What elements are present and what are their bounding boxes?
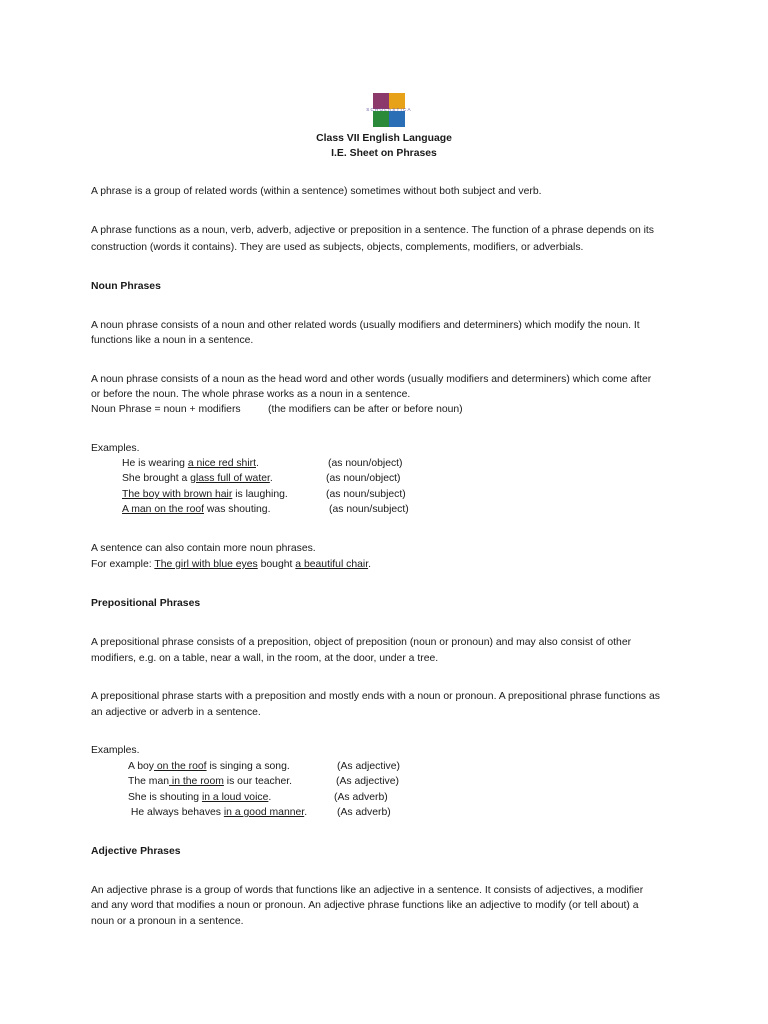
- logo-square-green: [373, 111, 389, 127]
- for-example-phrase-1: The girl with blue eyes: [154, 559, 258, 570]
- adjective-phrases-heading: Adjective Phrases: [91, 846, 181, 857]
- noun-more-phrases: A sentence can also contain more noun phrases.: [91, 543, 316, 554]
- prep-examples-label: Examples.: [91, 745, 140, 756]
- adj-paragraph-line-3: noun or a pronoun in a sentence.: [91, 916, 244, 927]
- prep-example-3: [128, 790, 271, 806]
- prep-paragraph-2-line-2: an adjective or adverb in a sentence.: [91, 707, 261, 718]
- document-title: Class VII English Language: [316, 133, 452, 144]
- noun-example-3-rest: is laughing.: [232, 489, 288, 500]
- noun-example-4: [122, 502, 270, 518]
- prepositional-phrases-heading: Prepositional Phrases: [91, 598, 201, 609]
- adj-paragraph-line-1: An adjective phrase is a group of words that functions like an adjective in a sentence. It consists of adjectives, a modifier: [91, 885, 644, 896]
- noun-paragraph-2-line-1: A noun phrase consists of a noun as the head word and other words (usually modifiers and determiners) which come after: [91, 374, 652, 385]
- noun-example-1-phrase: a nice red shirt: [187, 458, 256, 469]
- prep-example-1-phrase: on the roof: [154, 761, 207, 772]
- noun-phrases-heading: Noun Phrases: [91, 281, 161, 292]
- prep-example-3-rest: .: [268, 792, 272, 803]
- prep-example-4-phrase: in a good manner: [223, 807, 305, 818]
- noun-example-1: [122, 456, 259, 472]
- noun-paragraph-1-line-2: functions like a noun in a sentence.: [91, 335, 254, 346]
- noun-examples-label: Examples.: [91, 443, 140, 454]
- noun-example-4-role: (as noun/subject): [329, 504, 409, 515]
- noun-example-4-phrase: A man on the roof: [122, 504, 205, 515]
- prep-example-3-role: (As adverb): [334, 792, 388, 803]
- noun-formula-line: [91, 402, 691, 418]
- noun-example-2-text: She brought a: [122, 473, 191, 484]
- prep-example-2-role: (As adjective): [336, 776, 399, 787]
- noun-example-2-rest: .: [269, 473, 273, 484]
- prep-example-2: [128, 774, 292, 790]
- prep-example-2-text: The man: [128, 776, 170, 787]
- prep-example-1-text: A boy: [128, 761, 154, 772]
- intro-paragraph-2-line-2: construction (words it contains). They are used as subjects, objects, complements, modifiers, or adverbials.: [91, 242, 584, 253]
- noun-formula-note: (the modifiers can be after or before noun): [268, 404, 463, 415]
- noun-example-2-phrase: glass full of water: [190, 473, 270, 484]
- noun-example-3-phrase: The boy with brown hair: [122, 489, 233, 500]
- document-subtitle: I.E. Sheet on Phrases: [331, 148, 437, 159]
- prep-paragraph-1-line-2: modifiers, e.g. on a table, near a wall, in the room, at the door, under a tree.: [91, 653, 439, 664]
- noun-example-2: [122, 471, 273, 487]
- school-logo: [356, 93, 422, 127]
- noun-example-1-role: (as noun/object): [328, 458, 403, 469]
- for-example-verb: bought: [257, 559, 296, 570]
- prep-example-3-phrase: in a loud voice: [201, 792, 269, 803]
- for-example-end: .: [368, 559, 371, 570]
- prep-example-2-phrase: in the room: [169, 776, 224, 787]
- noun-example-1-text: He is wearing: [122, 458, 188, 469]
- prep-example-1: [128, 759, 290, 775]
- noun-formula: Noun Phrase = noun + modifiers: [91, 404, 241, 415]
- noun-example-4-rest: was shouting.: [204, 504, 271, 515]
- for-example-label: For example:: [91, 559, 155, 570]
- logo-square-blue: [389, 111, 405, 127]
- prep-example-4-rest: .: [304, 807, 308, 818]
- noun-for-example: [91, 557, 691, 573]
- noun-example-1-rest: .: [256, 458, 259, 469]
- intro-paragraph-2-line-1: A phrase functions as a noun, verb, adverb, adjective or preposition in a sentence. The function of a phrase depends on its: [91, 225, 654, 236]
- prep-example-4-text: He always behaves: [128, 807, 224, 818]
- prep-example-1-role: (As adjective): [337, 761, 400, 772]
- prep-paragraph-1-line-1: A prepositional phrase consists of a preposition, object of preposition (noun or pronoun) and may also consist of other: [91, 637, 632, 648]
- for-example-phrase-2: a beautiful chair: [295, 559, 369, 570]
- adj-paragraph-line-2: and any word that modifies a noun or pronoun. An adjective phrase functions like an adjective to modify (or tell about) a: [91, 900, 639, 911]
- noun-paragraph-2-line-2: or before the noun. The whole phrase works as a noun in a sentence.: [91, 389, 411, 400]
- noun-example-3: [122, 487, 288, 503]
- logo-text: SCHOLASTICA: [366, 107, 412, 112]
- prep-example-3-text: She is shouting: [128, 792, 202, 803]
- intro-paragraph-1: A phrase is a group of related words (within a sentence) sometimes without both subject and verb.: [91, 186, 542, 197]
- noun-example-2-role: (as noun/object): [326, 473, 401, 484]
- prep-example-4-role: (As adverb): [337, 807, 391, 818]
- prep-paragraph-2-line-1: A prepositional phrase starts with a preposition and mostly ends with a noun or pronoun. A prepositional phrase functions as: [91, 691, 660, 702]
- prep-example-4: [128, 805, 307, 821]
- noun-example-3-role: (as noun/subject): [326, 489, 406, 500]
- prep-example-2-rest: is our teacher.: [223, 776, 293, 787]
- noun-paragraph-1-line-1: A noun phrase consists of a noun and other related words (usually modifiers and determiners) which modify the noun. It: [91, 320, 640, 331]
- prep-example-1-rest: is singing a song.: [206, 761, 290, 772]
